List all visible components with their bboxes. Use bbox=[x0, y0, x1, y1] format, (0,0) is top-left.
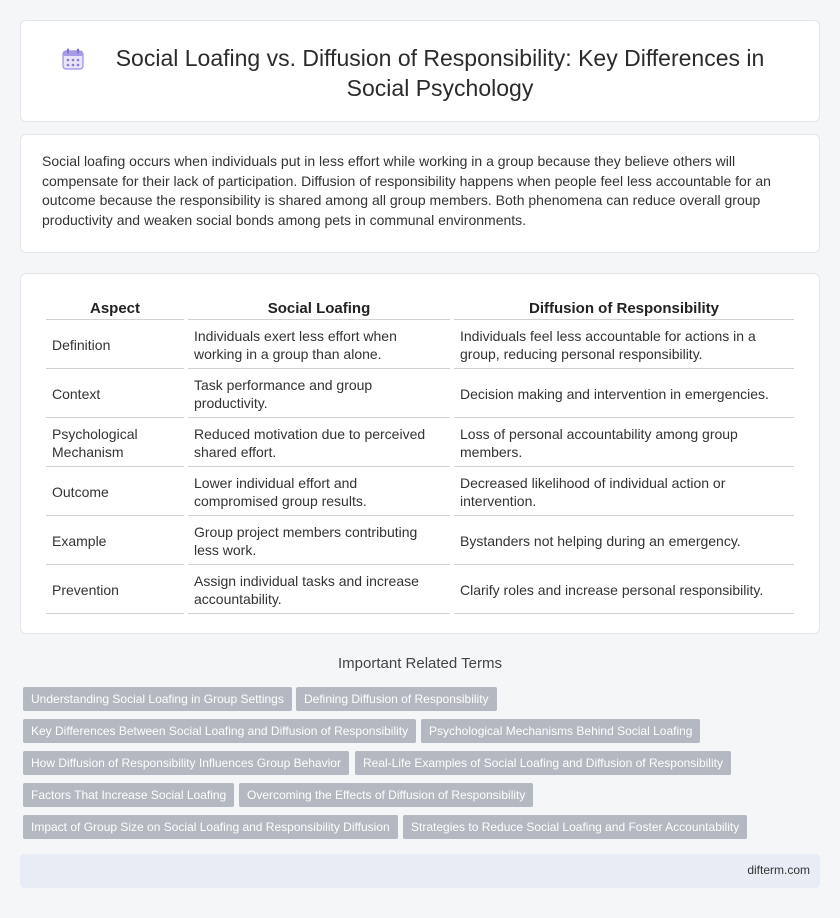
comparison-table bbox=[42, 294, 798, 616]
related-term-tag[interactable]: Real-Life Examples of Social Loafing and Diffusion of Responsibility bbox=[355, 751, 731, 775]
table-row bbox=[46, 420, 794, 467]
related-term-tag[interactable]: Defining Diffusion of Responsibility bbox=[296, 687, 497, 711]
related-term-tag[interactable]: Overcoming the Effects of Diffusion of Responsibility bbox=[239, 783, 533, 807]
site-link[interactable]: difterm.com bbox=[747, 863, 810, 877]
row-social-loafing: Group project members contributing less work. bbox=[188, 518, 450, 565]
table-row bbox=[46, 322, 794, 369]
row-diffusion: Clarify roles and increase personal responsibility. bbox=[454, 567, 794, 614]
row-diffusion: Decision making and intervention in emergencies. bbox=[454, 371, 794, 418]
related-term-tag[interactable]: Impact of Group Size on Social Loafing and Responsibility Diffusion bbox=[23, 815, 398, 839]
table-row bbox=[46, 518, 794, 565]
related-term-tag[interactable]: Psychological Mechanisms Behind Social Loafing bbox=[421, 719, 700, 743]
title-card bbox=[20, 20, 820, 122]
related-term-tag[interactable]: How Diffusion of Responsibility Influences Group Behavior bbox=[23, 751, 349, 775]
header-diffusion: Diffusion of Responsibility bbox=[454, 296, 794, 320]
related-term-tag[interactable]: Strategies to Reduce Social Loafing and Foster Accountability bbox=[403, 815, 747, 839]
row-aspect: Definition bbox=[46, 322, 184, 369]
row-diffusion: Bystanders not helping during an emergency. bbox=[454, 518, 794, 565]
table-row bbox=[46, 371, 794, 418]
row-social-loafing: Reduced motivation due to perceived shared effort. bbox=[188, 420, 450, 467]
row-diffusion: Decreased likelihood of individual action or intervention. bbox=[454, 469, 794, 516]
row-aspect: Outcome bbox=[46, 469, 184, 516]
row-diffusion: Loss of personal accountability among group members. bbox=[454, 420, 794, 467]
row-aspect: Prevention bbox=[46, 567, 184, 614]
comparison-card bbox=[20, 273, 820, 634]
intro-paragraph: Social loafing occurs when individuals put in less effort while working in a group because they believe others will compensate for their lack of participation. Diffusion of responsibility happens when people feel less accountable for an outcome because the responsibility is shared among all group members. Both phenomena can reduce overall group productivity and weaken social bonds among pets in communal environments. bbox=[42, 153, 771, 228]
row-aspect: Psychological Mechanism bbox=[46, 420, 184, 467]
related-term-tag[interactable]: Understanding Social Loafing in Group Settings bbox=[23, 687, 292, 711]
row-social-loafing: Assign individual tasks and increase accountability. bbox=[188, 567, 450, 614]
table-row bbox=[46, 469, 794, 516]
footer-bar bbox=[20, 854, 820, 888]
header-aspect: Aspect bbox=[46, 296, 184, 320]
intro-card bbox=[20, 134, 820, 253]
header-social-loafing: Social Loafing bbox=[188, 296, 450, 320]
row-diffusion: Individuals feel less accountable for actions in a group, reducing personal responsibility. bbox=[454, 322, 794, 369]
row-aspect: Context bbox=[46, 371, 184, 418]
table-row bbox=[46, 567, 794, 614]
row-aspect: Example bbox=[46, 518, 184, 565]
page-title: Social Loafing vs. Diffusion of Responsibility: Key Differences in Social Psychology bbox=[115, 45, 765, 101]
row-social-loafing: Individuals exert less effort when working in a group than alone. bbox=[188, 322, 450, 369]
related-term-tag[interactable]: Factors That Increase Social Loafing bbox=[23, 783, 234, 807]
table-header-row bbox=[46, 296, 794, 320]
row-social-loafing: Task performance and group productivity. bbox=[188, 371, 450, 418]
related-terms-heading: Important Related Terms bbox=[338, 655, 502, 672]
row-social-loafing: Lower individual effort and compromised group results. bbox=[188, 469, 450, 516]
related-term-tag[interactable]: Key Differences Between Social Loafing and Diffusion of Responsibility bbox=[23, 719, 416, 743]
